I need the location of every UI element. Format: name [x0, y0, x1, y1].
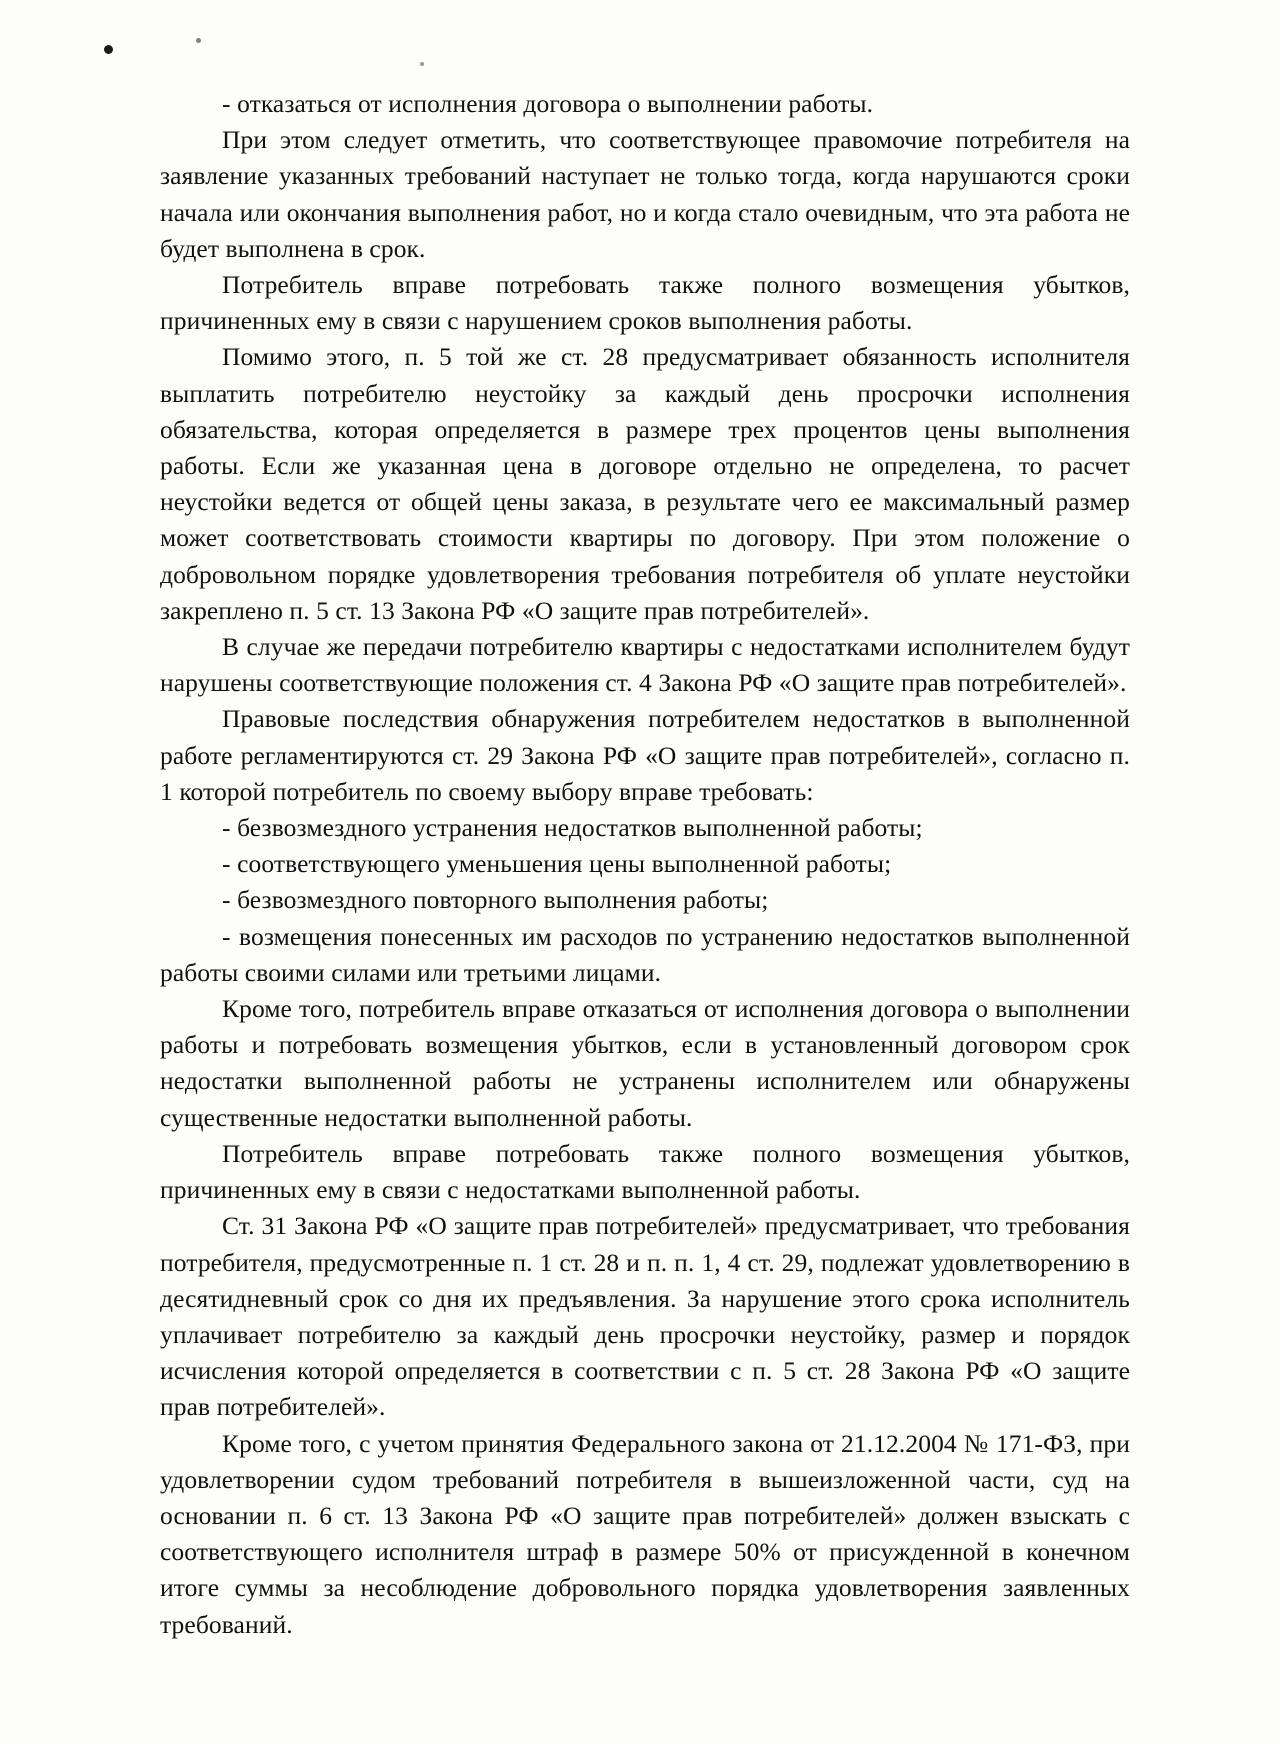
paragraph: Помимо этого, п. 5 той же ст. 28 предусматривает обязанность исполнителя выплатить потребителю неустойку за каждый день просрочки исполнения обязательства, которая определяется в размере трех процентов цены выполнения работы. Если же указанная цена в договоре отдельно не определена, то расчет неустойки ведется от общей цены заказа, в результате чего ее максимальный размер может соответствовать стоимости квартиры по договору. При этом положение о добровольном порядке удовлетворения требования потребителя об уплате неустойки закреплено п. 5 ст. 13 Закона РФ «О защите прав потребителей».	[160, 342, 1130, 625]
paragraph: При этом следует отметить, что соответствующее правомочие потребителя на заявление указанных требований наступает не только тогда, когда нарушаются сроки начала или окончания выполнения работ, но и когда стало очевидным, что эта работа не будет выполнена в срок.	[160, 125, 1130, 263]
list-item: - возмещения понесенных им расходов по устранению недостатков выполненной работы своими силами или третьими лицами.	[160, 921, 1130, 987]
list-item: - безвозмездного устранения недостатков выполненной работы;	[222, 813, 923, 843]
paragraph: Кроме того, с учетом принятия Федерального закона от 21.12.2004 № 171-ФЗ, при удовлетворении судом требований потребителя в вышеизложенной части, суд на основании п. 6 ст. 13 Закона РФ «О защите прав потребителей» должен взыскать с соответствующего исполнителя штраф в размере 50% от присужденной в конечном итоге суммы за несоблюдение добровольного порядка удовлетворения заявленных требований.	[160, 1428, 1130, 1639]
document-text-body	[160, 86, 1130, 1643]
ink-speck-icon	[420, 62, 424, 66]
ink-speck-icon	[196, 38, 201, 43]
paragraph: Ст. 31 Закона РФ «О защите прав потребителей» предусматривает, что требования потребителя, предусмотренные п. 1 ст. 28 и п. п. 1, 4 ст. 29, подлежат удовлетворению в десятидневный срок со дня их предъявления. За нарушение этого срока исполнитель уплачивает потребителю за каждый день просрочки неустойку, размер и порядок исчисления которой определяется в соответствии с п. 5 ст. 28 Закона РФ «О защите прав потребителей».	[160, 1211, 1130, 1422]
paragraph: - отказаться от исполнения договора о выполнении работы.	[222, 89, 874, 118]
list-item: - безвозмездного повторного выполнения работы;	[222, 885, 769, 915]
paragraph: Правовые последствия обнаружения потребителем недостатков в выполненной работе регламентируются ст. 29 Закона РФ «О защите прав потребителей», согласно п. 1 которой потребитель по своему выбору вправе требовать:	[160, 704, 1130, 806]
list-item: - соответствующего уменьшения цены выполненной работы;	[222, 849, 892, 879]
paragraph: Кроме того, потребитель вправе отказаться от исполнения договора о выполнении работы и потребовать возмещения убытков, если в установленный договором срок недостатки выполненной работы не устранены исполнителем или обнаружены существенные недостатки выполненной работы.	[160, 994, 1130, 1132]
paragraph: В случае же передачи потребителю квартиры с недостатками исполнителем будут нарушены соответствующие положения ст. 4 Закона РФ «О защите прав потребителей».	[160, 632, 1130, 698]
paragraph: Потребитель вправе потребовать также полного возмещения убытков, причиненных ему в связи с недостатками выполненной работы.	[160, 1138, 1130, 1205]
paragraph: Потребитель вправе потребовать также полного возмещения убытков, причиненных ему в связи с нарушением сроков выполнения работы.	[160, 270, 1130, 336]
ink-speck-icon	[104, 45, 113, 54]
